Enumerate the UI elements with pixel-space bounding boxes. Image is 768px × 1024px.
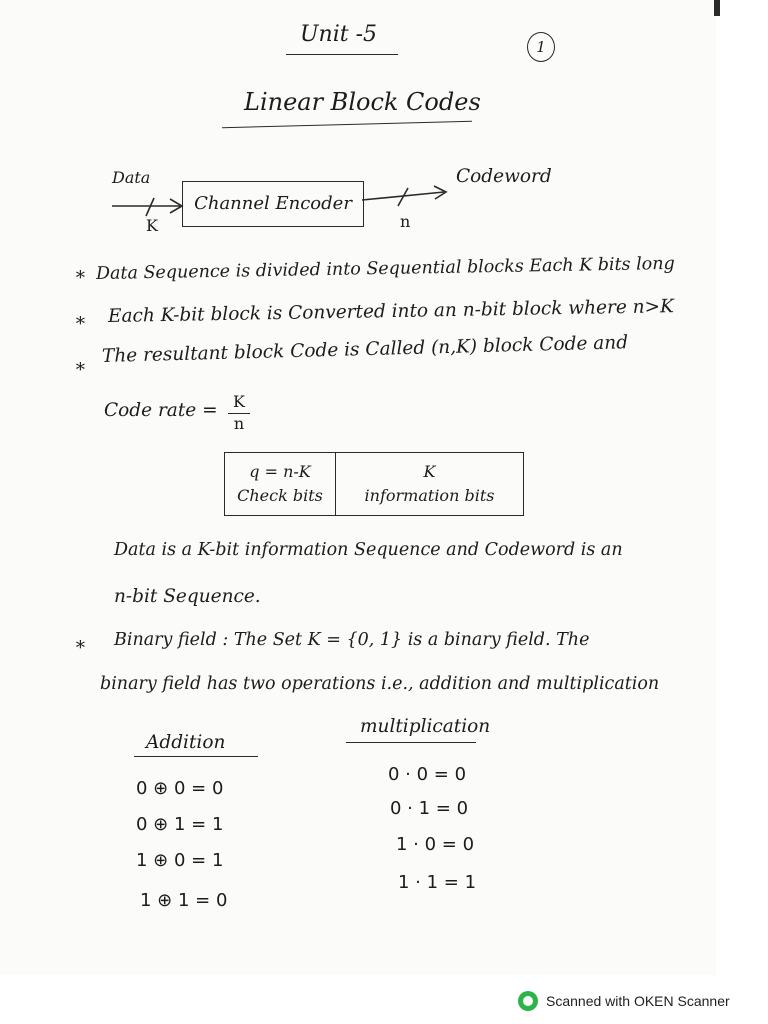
scanner-logo-icon xyxy=(518,991,538,1011)
addition-row: 1 ⊕ 1 = 0 xyxy=(140,890,228,911)
channel-encoder-box: Channel Encoder xyxy=(182,181,364,227)
addition-row: 0 ⊕ 1 = 1 xyxy=(136,814,224,835)
check-bits-label: Check bits xyxy=(237,486,323,505)
corner-mark xyxy=(714,0,720,16)
binary-field-line-1: Binary field : The Set K = {0, 1} is a binary field. The xyxy=(114,630,590,650)
page-edge xyxy=(716,0,768,1024)
bullet-3: The resultant block Code is Called (n,K) block Code and xyxy=(101,332,629,367)
page-title: Linear Block Codes xyxy=(244,88,481,116)
information-bits-label: information bits xyxy=(364,486,495,505)
bullet-star-4: ∗ xyxy=(74,634,87,655)
input-bits-label: K xyxy=(146,216,158,235)
codeword-output-label: Codeword xyxy=(456,166,552,187)
multiplication-row: 0 · 0 = 0 xyxy=(388,764,467,785)
multiplication-heading: multiplication xyxy=(360,716,491,737)
data-input-label: Data xyxy=(112,168,151,187)
bullet-star-1: ∗ xyxy=(74,264,87,285)
page-number: 1 xyxy=(527,32,555,62)
scanner-watermark xyxy=(518,990,730,1012)
paragraph-line-1: Data is a K-bit information Sequence and Codeword is an xyxy=(114,540,623,560)
check-bits-formula: q = n-K xyxy=(249,462,311,481)
code-rate-denominator: n xyxy=(233,414,245,433)
check-bits-cell xyxy=(225,453,336,515)
binary-field-line-2: binary field has two operations i.e., addition and multiplication xyxy=(100,674,660,694)
output-bits-label: n xyxy=(400,212,411,231)
scanner-text: Scanned with OKEN Scanner xyxy=(546,993,730,1009)
bullet-2: Each K-bit block is Converted into an n-bit block where n>K xyxy=(107,296,675,327)
bullet-1: Data Sequence is divided into Sequential blocks Each K bits long xyxy=(95,253,675,284)
codeword-bits-table xyxy=(224,452,524,516)
bullet-star-2: ∗ xyxy=(74,310,87,331)
multiplication-row: 0 · 1 = 0 xyxy=(390,798,469,819)
addition-underline xyxy=(134,756,258,757)
code-rate-numerator: K xyxy=(233,392,245,411)
addition-row: 0 ⊕ 0 = 0 xyxy=(136,778,224,799)
information-bits-count: K xyxy=(423,462,436,481)
multiplication-underline xyxy=(346,742,476,743)
unit-heading: Unit -5 xyxy=(300,22,378,47)
addition-row: 1 ⊕ 0 = 1 xyxy=(136,850,224,871)
multiplication-row: 1 · 0 = 0 xyxy=(396,834,475,855)
multiplication-row: 1 · 1 = 1 xyxy=(398,872,477,893)
information-bits-cell xyxy=(336,453,523,515)
code-rate-label: Code rate = xyxy=(104,400,218,421)
unit-underline xyxy=(286,54,398,55)
bullet-star-3: ∗ xyxy=(74,356,87,377)
paragraph-line-2: n-bit Sequence. xyxy=(114,586,261,607)
addition-heading: Addition xyxy=(146,732,226,753)
